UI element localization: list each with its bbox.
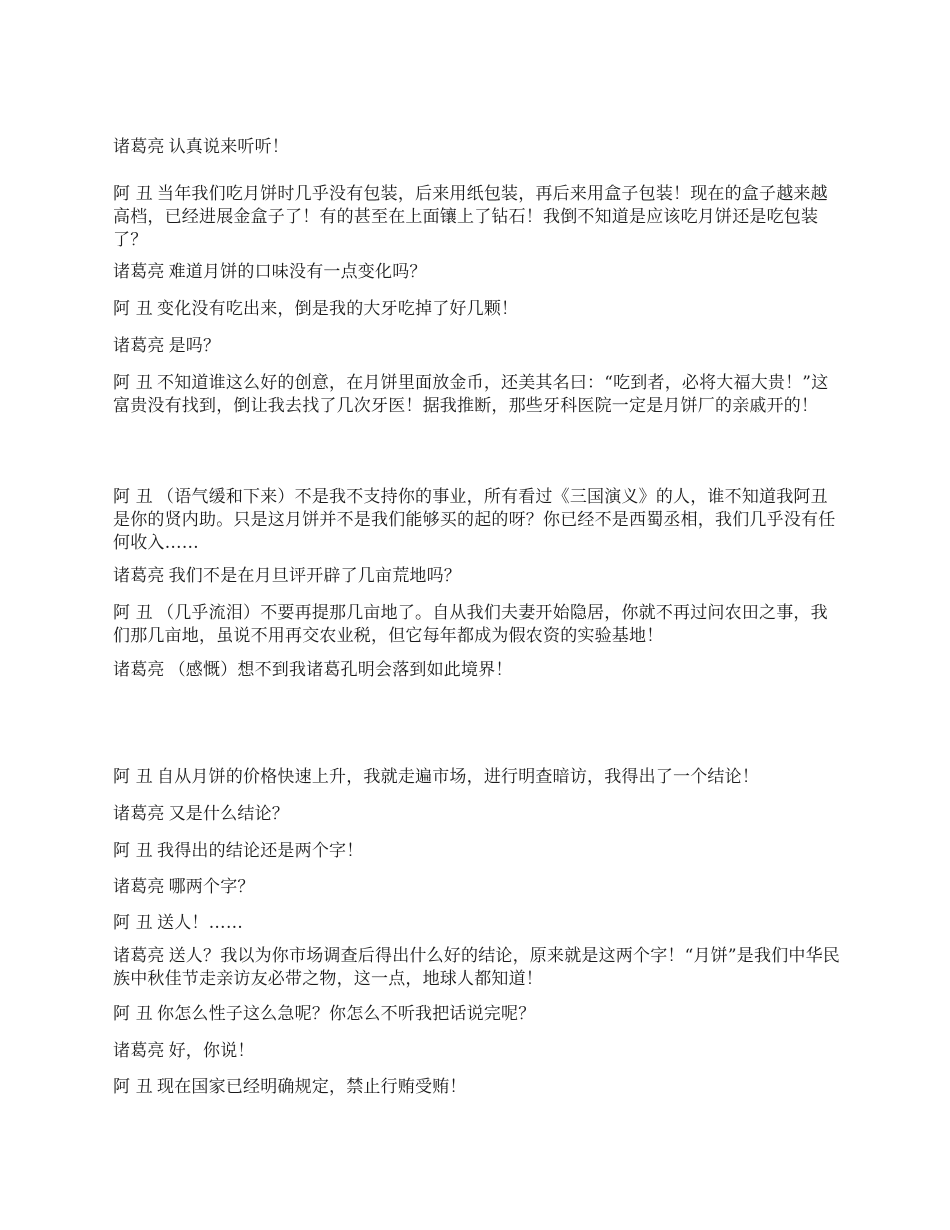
dialogue-line [113, 565, 843, 588]
dialogue-text: 认真说来听听！ [168, 137, 290, 157]
dialogue-line [113, 840, 843, 863]
speaker-name: 阿 丑 [113, 373, 154, 393]
speaker-name: 诸葛亮 [113, 804, 165, 824]
dialogue-line [113, 486, 843, 555]
dialogue-line [113, 945, 843, 991]
dialogue-text: 又是什么结论？ [168, 804, 290, 824]
speaker-name: 诸葛亮 [113, 946, 165, 966]
dialogue-text: 我们不是在月旦评开辟了几亩荒地吗？ [168, 566, 462, 586]
dialogue-line [113, 912, 843, 935]
speaker-name: 诸葛亮 [113, 877, 165, 897]
speaker-name: 诸葛亮 [113, 336, 165, 356]
dialogue-line [113, 335, 843, 358]
speaker-name: 阿 丑 [113, 767, 154, 787]
dialogue-line [113, 261, 843, 284]
dialogue-line [113, 298, 843, 321]
dialogue-line [113, 602, 843, 648]
dialogue-line [113, 1003, 843, 1026]
dialogue-line [113, 1076, 843, 1099]
dialogue-text: （语气缓和下来）不是我不支持你的事业，所有看过《三国演义》的人，谁不知道我阿丑是你的贤内助。只是这月饼并不是我们能够买的起的呀？你已经不是西蜀丞相，我们几乎没有任何收入…… [113, 487, 836, 553]
dialogue-text: 哪两个字？ [168, 877, 255, 897]
dialogue-line [113, 136, 843, 159]
dialogue-text: 好，你说！ [168, 1041, 255, 1061]
speaker-name: 阿 丑 [113, 1004, 154, 1024]
dialogue-text: 你怎么性子这么急呢？你怎么不听我把话说完呢？ [157, 1004, 536, 1024]
speaker-name: 阿 丑 [113, 299, 154, 319]
dialogue-text: 是吗？ [168, 336, 221, 356]
dialogue-line [113, 659, 843, 682]
dialogue-text: 难道月饼的口味没有一点变化吗？ [168, 262, 427, 282]
dialogue-text: 送人！…… [157, 913, 244, 933]
dialogue-text: 当年我们吃月饼时几乎没有包装，后来用纸包装，再后来用盒子包装！现在的盒子越来越高档，已经进展金盒子了！有的甚至在上面镶上了钻石！我倒不知道是应该吃月饼还是吃包装了？ [113, 184, 828, 250]
speaker-name: 阿 丑 [113, 487, 154, 507]
speaker-name: 诸葛亮 [113, 566, 165, 586]
dialogue-text: 自从月饼的价格快速上升，我就走遍市场，进行明查暗访，我得出了一个结论！ [157, 767, 760, 787]
speaker-name: 诸葛亮 [113, 137, 165, 157]
speaker-name: 诸葛亮 [113, 1041, 165, 1061]
dialogue-text: 我得出的结论还是两个字！ [157, 841, 364, 861]
dialogue-line [113, 183, 843, 252]
dialogue-line [113, 803, 843, 826]
dialogue-line [113, 876, 843, 899]
speaker-name: 诸葛亮 [113, 660, 165, 680]
dialogue-text: 变化没有吃出来，倒是我的大牙吃掉了好几颗！ [157, 299, 519, 319]
speaker-name: 阿 丑 [113, 841, 154, 861]
speaker-name: 诸葛亮 [113, 262, 165, 282]
dialogue-text: 现在国家已经明确规定，禁止行贿受贿！ [157, 1077, 467, 1097]
dialogue-line [113, 1040, 843, 1063]
dialogue-line [113, 372, 843, 418]
dialogue-text: 不知道谁这么好的创意，在月饼里面放金币，还美其名曰：“吃到者，必将大福大贵！”这富贵没有找到，倒让我去找了几次牙医！据我推断，那些牙科医院一定是月饼厂的亲戚开的！ [113, 373, 829, 416]
dialogue-text: （几乎流泪）不要再提那几亩地了。自从我们夫妻开始隐居，你就不再过问农田之事，我们那几亩地，虽说不用再交农业税，但它每年都成为假农资的实验基地！ [113, 603, 828, 646]
dialogue-line [113, 766, 843, 789]
speaker-name: 阿 丑 [113, 913, 154, 933]
speaker-name: 阿 丑 [113, 603, 154, 623]
speaker-name: 阿 丑 [113, 1077, 154, 1097]
speaker-name: 阿 丑 [113, 184, 154, 204]
dialogue-text: 送人？我以为你市场调查后得出什么好的结论，原来就是这两个字！“月饼”是我们中华民族中秋佳节走亲访友必带之物，这一点，地球人都知道！ [113, 946, 840, 989]
dialogue-text: （感慨）想不到我诸葛孔明会落到如此境界！ [168, 660, 513, 680]
